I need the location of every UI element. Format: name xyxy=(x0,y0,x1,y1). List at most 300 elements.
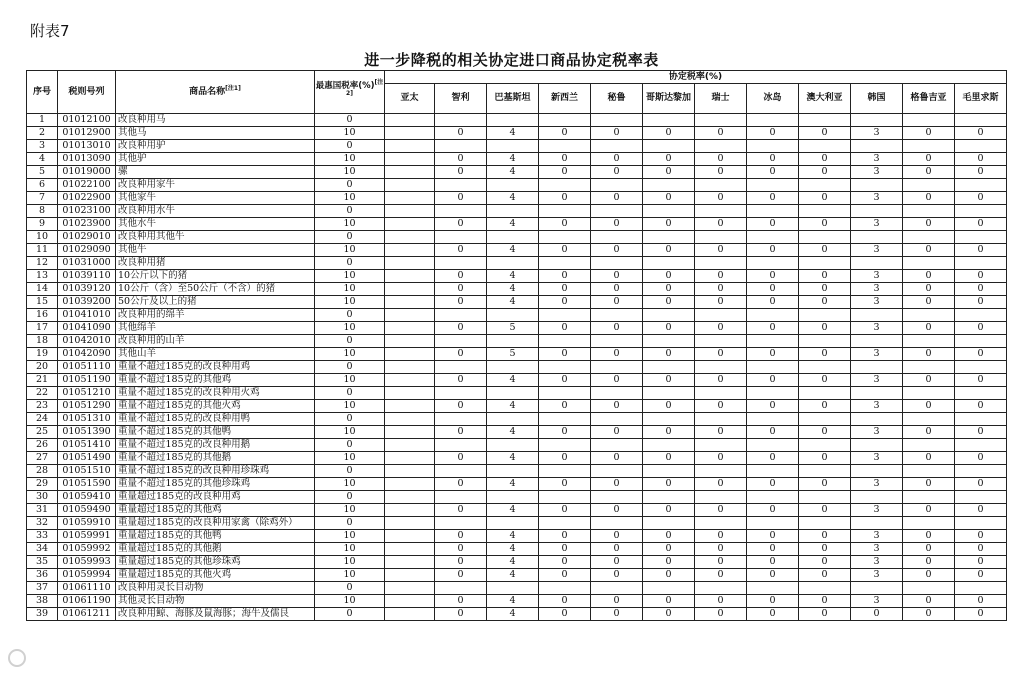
tariff-code: 01051590 xyxy=(58,478,116,491)
header-partner: 智利 xyxy=(435,84,487,114)
row-number: 36 xyxy=(27,569,58,582)
agreement-rate: 0 xyxy=(747,244,799,257)
tariff-code: 01022900 xyxy=(58,192,116,205)
agreement-rate xyxy=(385,140,435,153)
agreement-rate xyxy=(591,582,643,595)
agreement-rate: 0 xyxy=(695,218,747,231)
agreement-rate xyxy=(799,413,851,426)
agreement-rate: 0 xyxy=(799,478,851,491)
row-number: 15 xyxy=(27,296,58,309)
agreement-rate xyxy=(851,439,903,452)
product-name: 改良种用的绵羊 xyxy=(116,309,315,322)
row-number: 19 xyxy=(27,348,58,361)
mfn-rate: 10 xyxy=(315,166,385,179)
agreement-rate: 0 xyxy=(643,348,695,361)
agreement-rate xyxy=(539,465,591,478)
agreement-rate: 4 xyxy=(487,556,539,569)
product-name: 重量不超过185克的其他鸡 xyxy=(116,374,315,387)
agreement-rate: 0 xyxy=(435,166,487,179)
agreement-rate xyxy=(851,114,903,127)
agreement-rate: 0 xyxy=(435,595,487,608)
agreement-rate xyxy=(539,114,591,127)
agreement-rate: 0 xyxy=(955,348,1007,361)
agreement-rate xyxy=(747,491,799,504)
agreement-rate: 0 xyxy=(435,127,487,140)
tariff-code: 01039200 xyxy=(58,296,116,309)
agreement-rate xyxy=(799,257,851,270)
agreement-rate xyxy=(903,387,955,400)
tariff-code: 01051410 xyxy=(58,439,116,452)
row-number: 32 xyxy=(27,517,58,530)
agreement-rate: 0 xyxy=(695,426,747,439)
agreement-rate xyxy=(435,205,487,218)
agreement-rate: 0 xyxy=(903,569,955,582)
header-mfn xyxy=(315,71,385,114)
agreement-rate: 0 xyxy=(539,166,591,179)
agreement-rate: 3 xyxy=(851,452,903,465)
product-name: 50公斤及以上的猪 xyxy=(116,296,315,309)
product-name: 改良种用驴 xyxy=(116,140,315,153)
table-row xyxy=(27,296,1007,309)
agreement-rate xyxy=(903,114,955,127)
mfn-rate: 10 xyxy=(315,153,385,166)
agreement-rate: 0 xyxy=(955,322,1007,335)
agreement-rate: 0 xyxy=(747,556,799,569)
agreement-rate: 4 xyxy=(487,296,539,309)
product-name: 重量超过185克的改良种用鸡 xyxy=(116,491,315,504)
agreement-rate: 4 xyxy=(487,218,539,231)
agreement-rate xyxy=(539,335,591,348)
agreement-rate xyxy=(643,257,695,270)
tariff-code: 01051310 xyxy=(58,413,116,426)
agreement-rate: 0 xyxy=(747,400,799,413)
agreement-rate: 4 xyxy=(487,400,539,413)
agreement-rate xyxy=(435,387,487,400)
table-row xyxy=(27,153,1007,166)
product-name: 重量超过185克的其他鹅 xyxy=(116,543,315,556)
agreement-rate xyxy=(747,387,799,400)
mfn-rate: 0 xyxy=(315,257,385,270)
product-name: 10公斤（含）至50公斤（不含）的猪 xyxy=(116,283,315,296)
agreement-rate xyxy=(747,439,799,452)
agreement-rate: 0 xyxy=(903,348,955,361)
mfn-rate: 0 xyxy=(315,114,385,127)
agreement-rate: 3 xyxy=(851,374,903,387)
agreement-rate xyxy=(385,530,435,543)
agreement-rate: 0 xyxy=(799,127,851,140)
agreement-rate: 4 xyxy=(487,504,539,517)
agreement-rate xyxy=(385,114,435,127)
agreement-rate: 0 xyxy=(955,244,1007,257)
agreement-rate xyxy=(955,387,1007,400)
agreement-rate xyxy=(487,582,539,595)
product-name: 改良种用的山羊 xyxy=(116,335,315,348)
product-name: 改良种用鲸、海豚及鼠海豚；海牛及儒艮 xyxy=(116,608,315,621)
agreement-rate: 0 xyxy=(591,595,643,608)
row-number: 27 xyxy=(27,452,58,465)
agreement-rate: 0 xyxy=(955,283,1007,296)
tariff-code: 01061211 xyxy=(58,608,116,621)
product-name: 重量不超过185克的其他鸭 xyxy=(116,426,315,439)
agreement-rate xyxy=(385,361,435,374)
table-row xyxy=(27,504,1007,517)
product-name: 重量不超过185克的改良种用鸡 xyxy=(116,361,315,374)
agreement-rate xyxy=(591,309,643,322)
agreement-rate xyxy=(539,231,591,244)
agreement-rate xyxy=(747,114,799,127)
row-number: 21 xyxy=(27,374,58,387)
mfn-rate: 10 xyxy=(315,556,385,569)
agreement-rate xyxy=(695,140,747,153)
agreement-rate xyxy=(385,335,435,348)
agreement-rate: 0 xyxy=(747,283,799,296)
agreement-rate xyxy=(955,140,1007,153)
agreement-rate: 0 xyxy=(799,296,851,309)
agreement-rate xyxy=(487,517,539,530)
agreement-rate xyxy=(851,257,903,270)
agreement-rate xyxy=(591,387,643,400)
agreement-rate: 0 xyxy=(955,543,1007,556)
agreement-rate: 0 xyxy=(903,374,955,387)
header-partner: 新西兰 xyxy=(539,84,591,114)
tariff-code: 01013010 xyxy=(58,140,116,153)
agreement-rate: 0 xyxy=(955,608,1007,621)
agreement-rate xyxy=(487,179,539,192)
agreement-rate: 0 xyxy=(643,127,695,140)
agreement-rate xyxy=(747,179,799,192)
agreement-rate xyxy=(643,439,695,452)
agreement-rate: 0 xyxy=(591,400,643,413)
product-name: 其他山羊 xyxy=(116,348,315,361)
agreement-rate xyxy=(695,257,747,270)
agreement-rate: 0 xyxy=(955,595,1007,608)
row-number: 13 xyxy=(27,270,58,283)
agreement-rate: 4 xyxy=(487,569,539,582)
table-row xyxy=(27,205,1007,218)
agreement-rate: 0 xyxy=(643,296,695,309)
header-partner: 冰岛 xyxy=(747,84,799,114)
agreement-rate: 0 xyxy=(591,556,643,569)
product-name: 重量超过185克的其他珍珠鸡 xyxy=(116,556,315,569)
agreement-rate: 5 xyxy=(487,348,539,361)
agreement-rate xyxy=(385,400,435,413)
mfn-rate: 10 xyxy=(315,400,385,413)
agreement-rate: 0 xyxy=(591,374,643,387)
tariff-code: 01059992 xyxy=(58,543,116,556)
agreement-rate xyxy=(539,387,591,400)
agreement-rate: 3 xyxy=(851,322,903,335)
tariff-code: 01051190 xyxy=(58,374,116,387)
mfn-rate: 10 xyxy=(315,270,385,283)
agreement-rate: 3 xyxy=(851,270,903,283)
table-row xyxy=(27,608,1007,621)
agreement-rate xyxy=(591,465,643,478)
mfn-rate: 10 xyxy=(315,426,385,439)
agreement-rate: 0 xyxy=(539,322,591,335)
agreement-rate: 0 xyxy=(799,322,851,335)
agreement-rate xyxy=(747,257,799,270)
agreement-rate: 0 xyxy=(903,283,955,296)
product-name: 改良种用家牛 xyxy=(116,179,315,192)
agreement-rate: 4 xyxy=(487,608,539,621)
mfn-rate: 0 xyxy=(315,465,385,478)
agreement-rate xyxy=(385,465,435,478)
product-name: 其他绵羊 xyxy=(116,322,315,335)
mfn-rate: 0 xyxy=(315,309,385,322)
header-name-label: 商品名称 xyxy=(189,87,226,97)
agreement-rate: 0 xyxy=(539,543,591,556)
agreement-rate xyxy=(385,374,435,387)
agreement-rate xyxy=(747,335,799,348)
agreement-rate: 0 xyxy=(903,322,955,335)
agreement-rate xyxy=(695,491,747,504)
agreement-rate: 0 xyxy=(903,270,955,283)
agreement-rate xyxy=(643,361,695,374)
agreement-rate xyxy=(799,582,851,595)
agreement-rate: 0 xyxy=(591,166,643,179)
agreement-rate: 0 xyxy=(747,374,799,387)
agreement-rate: 0 xyxy=(799,192,851,205)
agreement-rate: 4 xyxy=(487,283,539,296)
agreement-rate: 0 xyxy=(435,569,487,582)
table-row xyxy=(27,530,1007,543)
agreement-rate: 0 xyxy=(435,426,487,439)
agreement-rate xyxy=(799,517,851,530)
agreement-rate xyxy=(955,517,1007,530)
table-row xyxy=(27,283,1007,296)
agreement-rate xyxy=(385,231,435,244)
agreement-rate: 3 xyxy=(851,218,903,231)
product-name: 重量超过185克的其他鸡 xyxy=(116,504,315,517)
agreement-rate xyxy=(851,205,903,218)
agreement-rate xyxy=(903,257,955,270)
agreement-rate: 0 xyxy=(695,283,747,296)
agreement-rate: 4 xyxy=(487,153,539,166)
agreement-rate xyxy=(955,335,1007,348)
row-number: 33 xyxy=(27,530,58,543)
agreement-rate xyxy=(435,413,487,426)
agreement-rate xyxy=(487,231,539,244)
agreement-rate: 0 xyxy=(435,543,487,556)
row-number: 8 xyxy=(27,205,58,218)
table-row xyxy=(27,257,1007,270)
agreement-rate xyxy=(539,517,591,530)
agreement-rate: 0 xyxy=(747,348,799,361)
agreement-rate xyxy=(695,361,747,374)
agreement-rate xyxy=(851,179,903,192)
agreement-rate: 0 xyxy=(695,504,747,517)
mfn-rate: 10 xyxy=(315,452,385,465)
agreement-rate: 0 xyxy=(955,452,1007,465)
tariff-code: 01051210 xyxy=(58,387,116,400)
agreement-rate: 0 xyxy=(643,426,695,439)
row-number: 11 xyxy=(27,244,58,257)
agreement-rate xyxy=(695,387,747,400)
header-partner: 澳大利亚 xyxy=(799,84,851,114)
agreement-rate: 0 xyxy=(591,543,643,556)
product-name: 10公斤以下的猪 xyxy=(116,270,315,283)
agreement-rate xyxy=(385,543,435,556)
agreement-rate: 4 xyxy=(487,244,539,257)
agreement-rate xyxy=(851,335,903,348)
agreement-rate xyxy=(591,491,643,504)
agreement-rate: 0 xyxy=(747,452,799,465)
agreement-rate: 0 xyxy=(643,270,695,283)
header-name xyxy=(116,71,315,114)
agreement-rate: 0 xyxy=(643,530,695,543)
table-row xyxy=(27,179,1007,192)
agreement-rate xyxy=(591,140,643,153)
tariff-code: 01039120 xyxy=(58,283,116,296)
agreement-rate xyxy=(385,257,435,270)
agreement-rate xyxy=(487,140,539,153)
agreement-rate xyxy=(385,517,435,530)
agreement-rate: 0 xyxy=(851,608,903,621)
agreement-rate xyxy=(435,335,487,348)
table-row xyxy=(27,543,1007,556)
agreement-rate: 0 xyxy=(695,478,747,491)
agreement-rate xyxy=(591,114,643,127)
agreement-rate xyxy=(539,309,591,322)
agreement-rate xyxy=(851,517,903,530)
agreement-rate xyxy=(643,114,695,127)
agreement-rate xyxy=(643,387,695,400)
agreement-rate xyxy=(385,205,435,218)
agreement-rate xyxy=(903,335,955,348)
agreement-rate: 0 xyxy=(695,595,747,608)
mfn-rate: 0 xyxy=(315,608,385,621)
agreement-rate: 5 xyxy=(487,322,539,335)
agreement-rate: 0 xyxy=(747,426,799,439)
agreement-rate: 3 xyxy=(851,556,903,569)
product-name: 重量不超过185克的其他鹅 xyxy=(116,452,315,465)
agreement-rate xyxy=(385,270,435,283)
tariff-code: 01061110 xyxy=(58,582,116,595)
row-number: 16 xyxy=(27,309,58,322)
agreement-rate: 0 xyxy=(747,270,799,283)
agreement-rate: 0 xyxy=(799,400,851,413)
product-name: 改良种用马 xyxy=(116,114,315,127)
agreement-rate xyxy=(955,491,1007,504)
agreement-rate xyxy=(903,465,955,478)
mfn-rate: 10 xyxy=(315,348,385,361)
agreement-rate: 0 xyxy=(903,595,955,608)
mfn-rate: 10 xyxy=(315,543,385,556)
agreement-rate: 4 xyxy=(487,374,539,387)
agreement-rate: 0 xyxy=(591,283,643,296)
agreement-rate: 0 xyxy=(539,127,591,140)
agreement-rate xyxy=(799,465,851,478)
agreement-rate xyxy=(539,413,591,426)
header-partner: 巴基斯坦 xyxy=(487,84,539,114)
agreement-rate: 0 xyxy=(591,153,643,166)
agreement-rate xyxy=(591,231,643,244)
agreement-rate: 0 xyxy=(799,218,851,231)
agreement-rate xyxy=(643,413,695,426)
table-row xyxy=(27,140,1007,153)
agreement-rate: 0 xyxy=(435,348,487,361)
agreement-rate: 0 xyxy=(539,595,591,608)
mfn-rate: 0 xyxy=(315,361,385,374)
agreement-rate: 0 xyxy=(591,530,643,543)
agreement-rate: 0 xyxy=(643,244,695,257)
agreement-rate xyxy=(955,114,1007,127)
agreement-rate xyxy=(643,465,695,478)
agreement-rate: 0 xyxy=(643,374,695,387)
table-row xyxy=(27,231,1007,244)
agreement-rate: 0 xyxy=(539,218,591,231)
agreement-rate: 0 xyxy=(747,296,799,309)
agreement-rate: 0 xyxy=(955,478,1007,491)
agreement-rate: 0 xyxy=(903,452,955,465)
agreement-rate: 0 xyxy=(643,218,695,231)
agreement-rate xyxy=(747,205,799,218)
table-row xyxy=(27,465,1007,478)
agreement-rate xyxy=(955,582,1007,595)
agreement-rate: 0 xyxy=(695,244,747,257)
agreement-rate: 0 xyxy=(903,478,955,491)
agreement-rate: 0 xyxy=(591,127,643,140)
tariff-code: 01041010 xyxy=(58,309,116,322)
header-mfn-label: 最惠国税率(%) xyxy=(315,81,375,91)
agreement-rate: 0 xyxy=(747,218,799,231)
mfn-rate: 0 xyxy=(315,231,385,244)
agreement-rate: 0 xyxy=(539,374,591,387)
agreement-rate xyxy=(435,179,487,192)
row-number: 28 xyxy=(27,465,58,478)
product-name: 骡 xyxy=(116,166,315,179)
agreement-rate xyxy=(385,179,435,192)
agreement-rate: 0 xyxy=(903,153,955,166)
product-name: 重量超过185克的其他鸭 xyxy=(116,530,315,543)
agreement-rate xyxy=(385,569,435,582)
table-row xyxy=(27,478,1007,491)
agreement-rate: 0 xyxy=(955,218,1007,231)
agreement-rate: 0 xyxy=(539,400,591,413)
appendix-label: 附表7 xyxy=(30,22,70,40)
mfn-rate: 0 xyxy=(315,582,385,595)
row-number: 6 xyxy=(27,179,58,192)
agreement-rate: 3 xyxy=(851,543,903,556)
table-row xyxy=(27,192,1007,205)
agreement-rate xyxy=(385,127,435,140)
agreement-rate xyxy=(435,257,487,270)
tariff-code: 01051110 xyxy=(58,361,116,374)
agreement-rate: 0 xyxy=(539,556,591,569)
agreement-rate: 0 xyxy=(695,374,747,387)
agreement-rate: 0 xyxy=(799,244,851,257)
agreement-rate xyxy=(385,166,435,179)
agreement-rate: 0 xyxy=(799,504,851,517)
agreement-rate xyxy=(903,179,955,192)
agreement-rate: 0 xyxy=(435,322,487,335)
agreement-rate xyxy=(643,517,695,530)
row-number: 38 xyxy=(27,595,58,608)
agreement-rate xyxy=(747,465,799,478)
header-partner: 哥斯达黎加 xyxy=(643,84,695,114)
agreement-rate xyxy=(955,413,1007,426)
agreement-rate: 4 xyxy=(487,270,539,283)
tariff-table xyxy=(26,70,1007,621)
agreement-rate xyxy=(385,504,435,517)
agreement-rate: 0 xyxy=(747,504,799,517)
agreement-rate: 0 xyxy=(591,244,643,257)
row-number: 23 xyxy=(27,400,58,413)
agreement-rate xyxy=(799,309,851,322)
row-number: 34 xyxy=(27,543,58,556)
agreement-rate xyxy=(539,257,591,270)
agreement-rate xyxy=(955,231,1007,244)
